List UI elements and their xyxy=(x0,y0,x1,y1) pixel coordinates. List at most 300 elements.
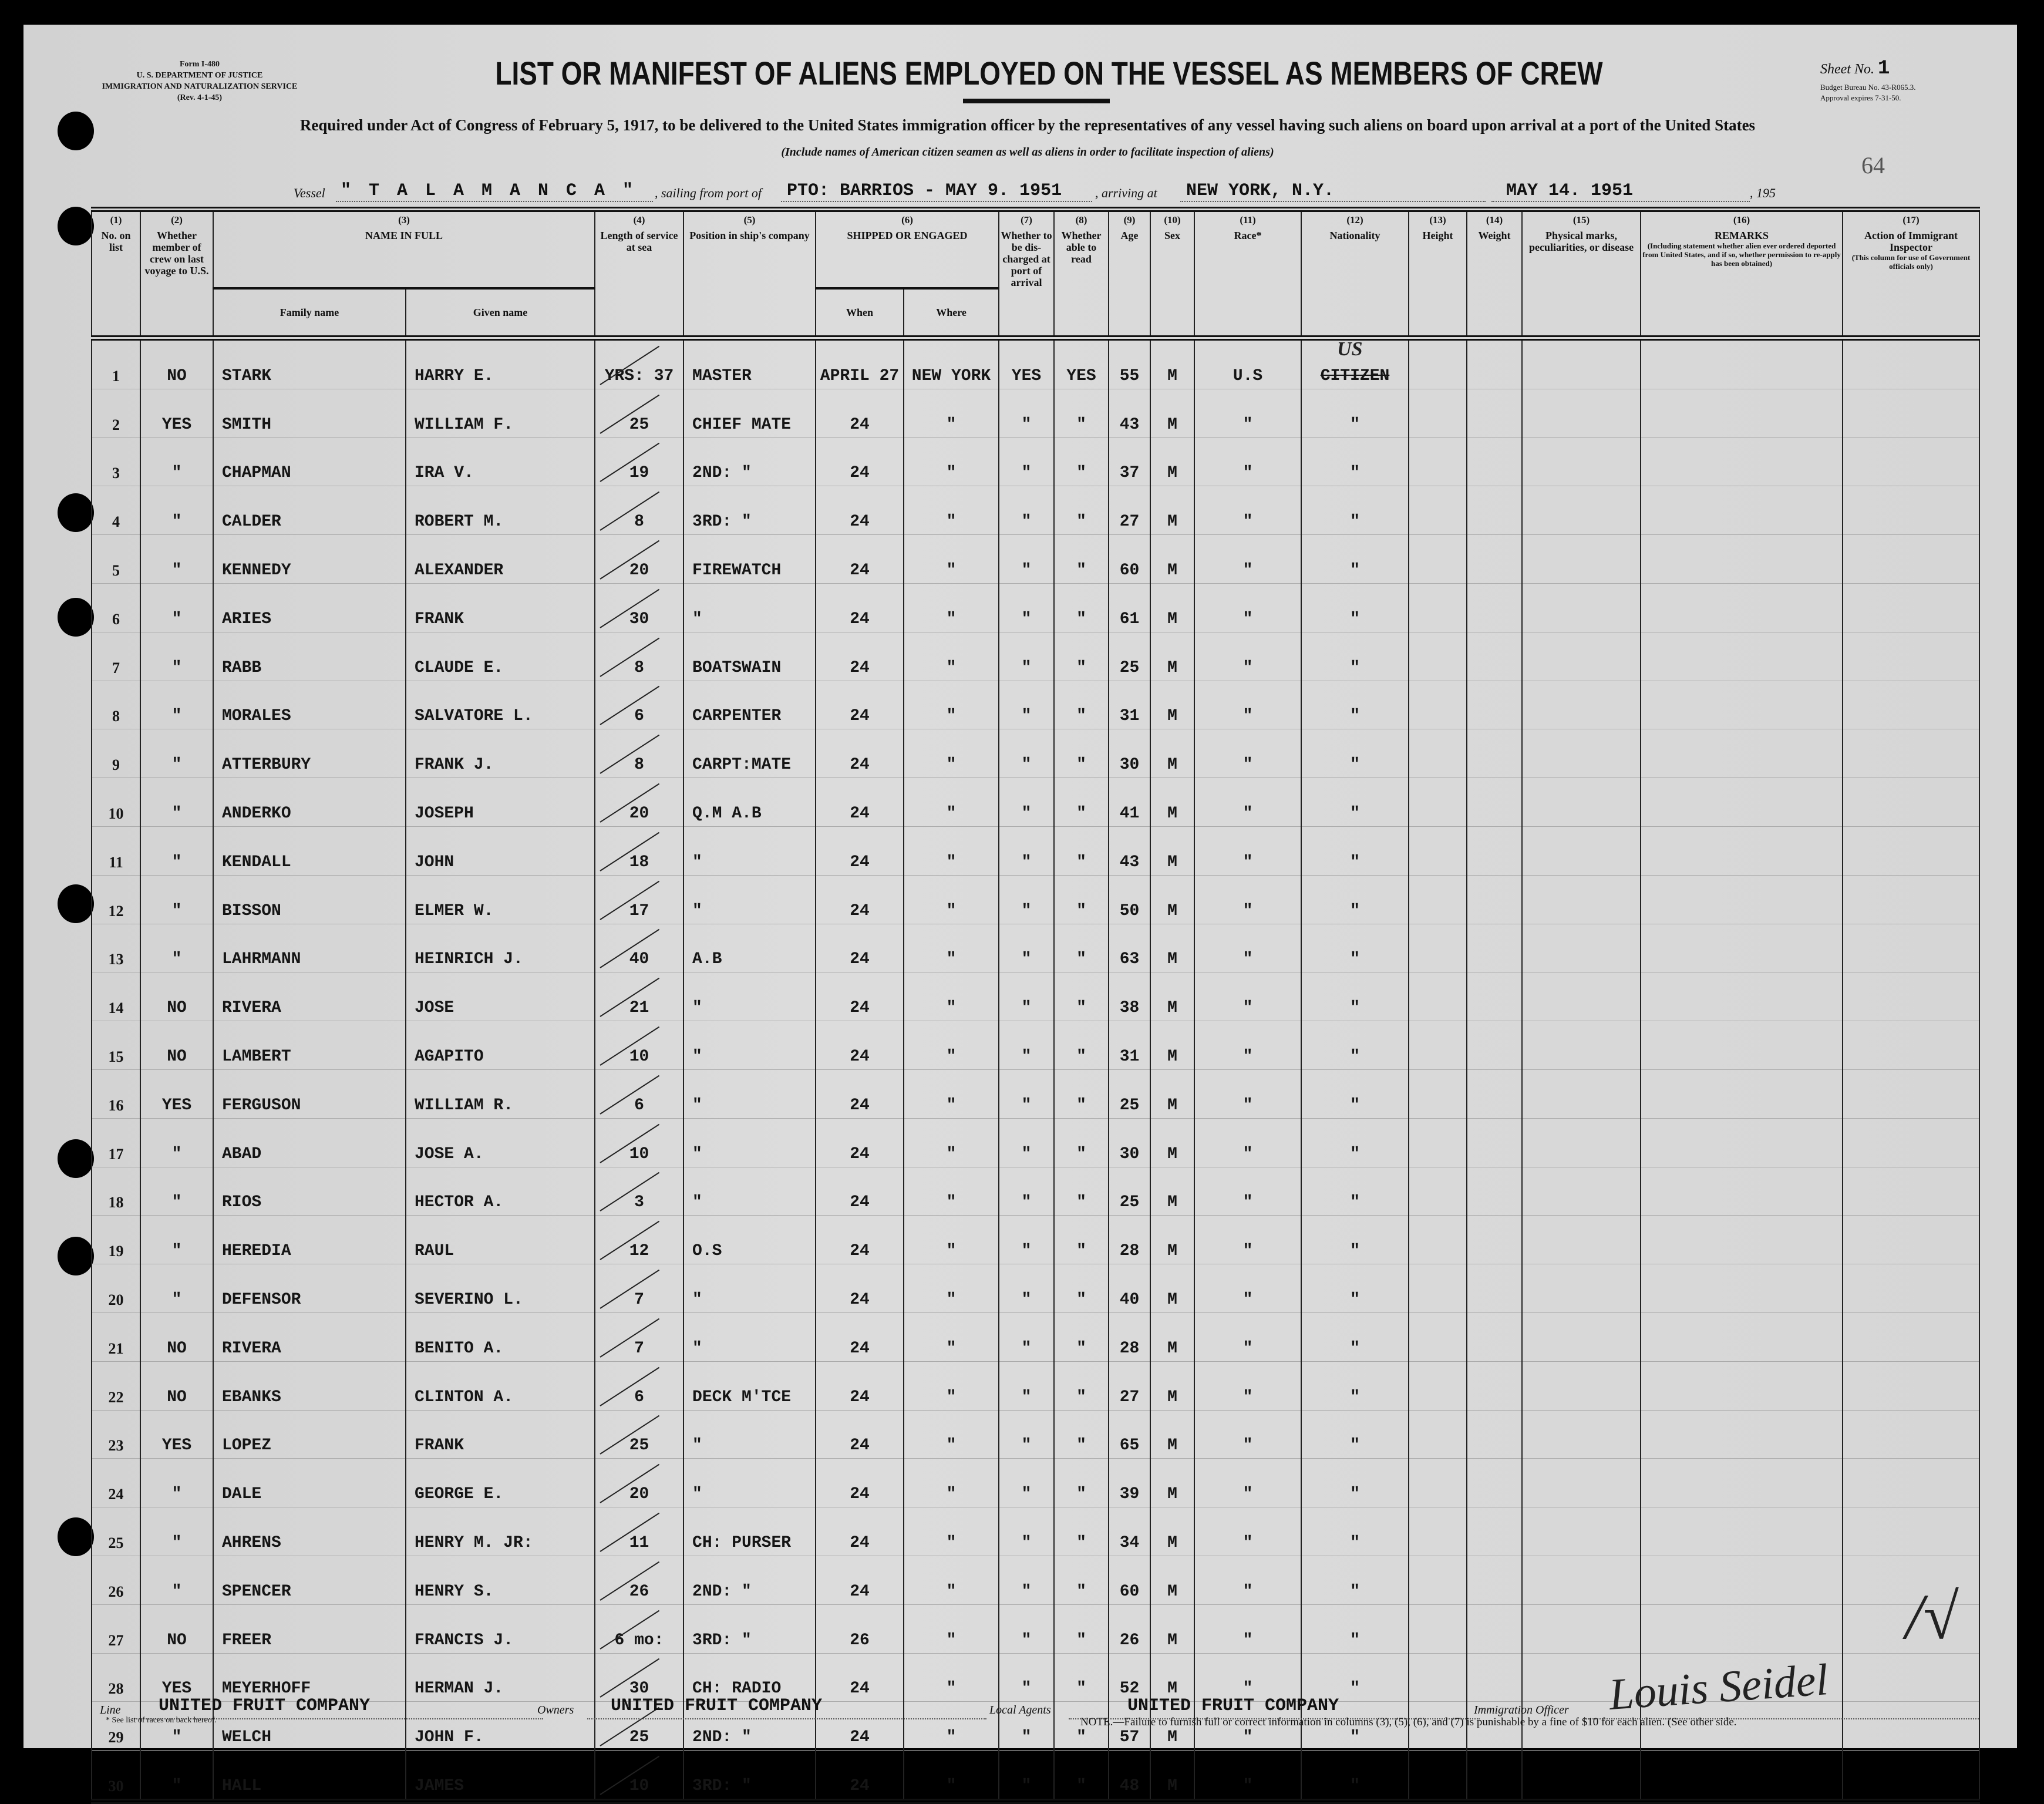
age-value: 41 xyxy=(1119,804,1140,823)
cell-nationality xyxy=(1301,486,1409,535)
no-value: 9 xyxy=(112,756,120,774)
sex-value: M xyxy=(1167,513,1177,531)
when-value: 24 xyxy=(850,707,870,726)
cell-read xyxy=(1054,924,1109,972)
when-value: 24 xyxy=(850,561,870,580)
no-value: 11 xyxy=(109,853,123,871)
cell-empty xyxy=(1843,338,1979,389)
sex-value: M xyxy=(1167,1680,1177,1698)
column-number: (17) xyxy=(1902,214,1920,226)
cell-nationality xyxy=(1301,1751,1409,1802)
given-value: ROBERT M. xyxy=(415,513,504,531)
column-number: (5) xyxy=(743,214,756,226)
cell-discharged xyxy=(999,924,1054,972)
cell-race xyxy=(1194,1069,1301,1118)
position-value: 3RD: " xyxy=(692,1631,752,1650)
cell-empty xyxy=(1522,1118,1641,1167)
cell-sex xyxy=(1150,1604,1194,1653)
where-value: " xyxy=(946,707,957,726)
when-value: 24 xyxy=(850,1339,870,1358)
column-note: (This column for use of Government officials only) xyxy=(1851,253,1971,271)
member-value: " xyxy=(171,804,182,823)
when-value: 24 xyxy=(850,513,870,531)
cell-empty xyxy=(1641,1556,1843,1604)
no-value: 15 xyxy=(108,1048,124,1065)
given-value: HENRY S. xyxy=(415,1582,494,1601)
given-value: HEINRICH J. xyxy=(415,950,523,969)
when-value: 24 xyxy=(850,1533,870,1552)
cell-empty xyxy=(1641,389,1843,437)
cell-no xyxy=(92,1361,140,1410)
cell-race xyxy=(1194,437,1301,486)
cell-given xyxy=(406,338,595,389)
age-value: 27 xyxy=(1119,513,1140,531)
cell-when xyxy=(816,535,904,584)
table-row xyxy=(92,389,1979,437)
member-value: YES xyxy=(161,1096,192,1115)
member-value: NO xyxy=(167,1339,187,1358)
no-value: 14 xyxy=(108,999,124,1017)
column-number: (9) xyxy=(1123,214,1136,226)
column-label: Race* xyxy=(1234,230,1262,241)
cell-member xyxy=(140,1556,213,1604)
given-value: HERMAN J. xyxy=(415,1680,504,1698)
position-value: CH: RADIO xyxy=(692,1680,782,1698)
position-value: CHIEF MATE xyxy=(692,415,792,434)
cell-age xyxy=(1109,1361,1150,1410)
sheet-number xyxy=(1820,58,1890,80)
age-value: 26 xyxy=(1119,1631,1140,1650)
nationality-value: " xyxy=(1350,658,1360,677)
column-number: (12) xyxy=(1346,214,1363,226)
cell-empty xyxy=(1641,338,1843,389)
cell-empty xyxy=(1467,729,1522,778)
cell-given xyxy=(406,924,595,972)
cell-length xyxy=(595,1459,683,1507)
age-value: 31 xyxy=(1119,707,1140,726)
race-value: " xyxy=(1242,950,1253,969)
table-row xyxy=(92,972,1979,1021)
cell-no xyxy=(92,535,140,584)
cell-where xyxy=(904,924,999,972)
age-value: 37 xyxy=(1119,464,1140,483)
cell-position xyxy=(683,1604,816,1653)
length-value: 7 xyxy=(634,1290,644,1309)
when-value: 26 xyxy=(850,1631,870,1650)
no-value: 8 xyxy=(112,708,120,725)
cell-empty xyxy=(1843,389,1979,437)
length-value: 11 xyxy=(629,1533,649,1552)
given-value: CLINTON A. xyxy=(415,1388,514,1406)
race-value: " xyxy=(1242,1582,1253,1601)
cell-where xyxy=(904,1167,999,1216)
check-mark-icon xyxy=(600,1075,659,1115)
cell-given xyxy=(406,1264,595,1313)
cell-nationality xyxy=(1301,1118,1409,1167)
cell-family xyxy=(213,1751,406,1802)
length-value: 12 xyxy=(629,1242,649,1261)
no-value: 4 xyxy=(112,513,120,531)
cell-race xyxy=(1194,338,1301,389)
cell-empty xyxy=(1641,778,1843,827)
read-value: " xyxy=(1076,950,1086,969)
cell-empty xyxy=(1843,1410,1979,1459)
cell-member xyxy=(140,1312,213,1361)
position-value: " xyxy=(692,1290,702,1309)
cell-nationality xyxy=(1301,1264,1409,1313)
punch-hole xyxy=(58,884,94,923)
cell-race xyxy=(1194,972,1301,1021)
length-value: 20 xyxy=(629,561,649,580)
cell-read xyxy=(1054,338,1109,389)
cell-empty xyxy=(1843,972,1979,1021)
nationality-value: " xyxy=(1350,853,1360,871)
cell-age xyxy=(1109,389,1150,437)
column-label: SHIPPED OR ENGAGED xyxy=(847,230,968,241)
cell-sex xyxy=(1150,583,1194,632)
family-value: EBANKS xyxy=(222,1388,281,1406)
column-header-13 xyxy=(1409,210,1467,338)
cell-read xyxy=(1054,826,1109,875)
cell-when xyxy=(816,1507,904,1556)
cell-member xyxy=(140,1021,213,1070)
cell-when xyxy=(816,826,904,875)
cell-read xyxy=(1054,486,1109,535)
cell-empty xyxy=(1641,1459,1843,1507)
cell-empty xyxy=(1467,1507,1522,1556)
age-value: 57 xyxy=(1119,1728,1140,1747)
no-value: 12 xyxy=(108,902,124,920)
sex-value: M xyxy=(1167,1631,1177,1650)
discharged-value: " xyxy=(1021,1290,1032,1309)
position-value: " xyxy=(692,1047,702,1066)
cell-nationality xyxy=(1301,681,1409,729)
cell-given xyxy=(406,1459,595,1507)
cell-empty xyxy=(1641,1751,1843,1802)
cell-sex xyxy=(1150,729,1194,778)
column-header-9 xyxy=(1109,210,1150,338)
column-label: Weight xyxy=(1478,230,1511,241)
cell-age xyxy=(1109,1751,1150,1802)
page-title: LIST OR MANIFEST OF ALIENS EMPLOYED ON THE VESSEL AS MEMBERS OF CREW xyxy=(495,55,1603,92)
arriving-at: NEW YORK, N.Y. xyxy=(1186,181,1335,201)
cell-empty xyxy=(1641,1021,1843,1070)
cell-age xyxy=(1109,583,1150,632)
cell-length xyxy=(595,1216,683,1264)
cell-length xyxy=(595,1118,683,1167)
family-value: KENNEDY xyxy=(222,561,291,580)
length-value: 7 xyxy=(634,1339,644,1358)
cell-no xyxy=(92,1410,140,1459)
cell-length xyxy=(595,1556,683,1604)
cell-empty xyxy=(1522,338,1641,389)
cell-read xyxy=(1054,1264,1109,1313)
given-value: CLAUDE E. xyxy=(415,658,504,677)
cell-position xyxy=(683,389,816,437)
cell-given xyxy=(406,389,595,437)
cell-member xyxy=(140,1361,213,1410)
subcolumn-header: Where xyxy=(904,288,999,338)
position-value: MASTER xyxy=(692,366,752,385)
check-mark-icon xyxy=(600,1367,659,1406)
cell-sex xyxy=(1150,1312,1194,1361)
position-value: " xyxy=(692,853,702,871)
cell-race xyxy=(1194,632,1301,681)
cell-member xyxy=(140,437,213,486)
where-value: " xyxy=(946,513,957,531)
cell-position xyxy=(683,1507,816,1556)
where-value: NEW YORK xyxy=(911,366,991,385)
budget-info xyxy=(1820,82,1915,103)
read-value: " xyxy=(1076,1242,1086,1261)
table-row xyxy=(92,486,1979,535)
read-value: " xyxy=(1076,707,1086,726)
cell-nationality xyxy=(1301,632,1409,681)
column-header-2 xyxy=(140,210,213,338)
column-number: (6) xyxy=(901,214,913,226)
cell-nationality xyxy=(1301,1604,1409,1653)
handwritten-correction: US xyxy=(1337,338,1363,360)
cell-empty xyxy=(1409,1216,1467,1264)
cell-no xyxy=(92,389,140,437)
nationality-value: " xyxy=(1350,513,1360,531)
cell-empty xyxy=(1641,1264,1843,1313)
form-number: Form I-480 xyxy=(179,60,220,69)
cell-no xyxy=(92,1751,140,1802)
cell-empty xyxy=(1641,632,1843,681)
column-header-8 xyxy=(1054,210,1109,338)
cell-member xyxy=(140,1459,213,1507)
cell-given xyxy=(406,437,595,486)
cell-discharged xyxy=(999,875,1054,924)
cell-member xyxy=(140,972,213,1021)
given-value: FRANK xyxy=(415,1436,464,1455)
position-value: " xyxy=(692,610,702,628)
nationality-value: " xyxy=(1350,1582,1360,1601)
cell-where xyxy=(904,632,999,681)
read-value: " xyxy=(1076,1728,1086,1747)
cell-sex xyxy=(1150,1118,1194,1167)
table-row xyxy=(92,1604,1979,1653)
cell-where xyxy=(904,681,999,729)
column-label: NAME IN FULL xyxy=(365,230,443,241)
cell-position xyxy=(683,681,816,729)
race-value: " xyxy=(1242,804,1253,823)
column-number: (16) xyxy=(1733,214,1750,226)
column-number: (4) xyxy=(633,214,645,226)
crew-manifest-table xyxy=(91,207,1980,1804)
length-value: YRS: 37 xyxy=(604,366,674,385)
cell-empty xyxy=(1641,486,1843,535)
cell-length xyxy=(595,1021,683,1070)
given-value: HECTOR A. xyxy=(415,1193,504,1212)
column-number: (11) xyxy=(1240,214,1256,226)
length-value: 17 xyxy=(629,901,649,920)
age-value: 52 xyxy=(1119,1680,1140,1698)
position-value: A.B xyxy=(692,950,722,969)
no-value: 29 xyxy=(108,1729,124,1746)
cell-nationality xyxy=(1301,1216,1409,1264)
cell-when xyxy=(816,389,904,437)
no-value: 17 xyxy=(108,1145,124,1163)
age-value: 25 xyxy=(1119,1096,1140,1115)
cell-empty xyxy=(1843,1312,1979,1361)
column-label: No. on list xyxy=(101,230,131,253)
cell-age xyxy=(1109,1167,1150,1216)
table-row xyxy=(92,1264,1979,1313)
subcolumn-header: Family name xyxy=(213,288,406,338)
nationality-value: " xyxy=(1350,1096,1360,1115)
column-number: (3) xyxy=(398,214,410,226)
cell-empty xyxy=(1522,1751,1641,1802)
sex-value: M xyxy=(1167,1776,1177,1795)
cell-family xyxy=(213,437,406,486)
table-row xyxy=(92,1167,1979,1216)
cell-where xyxy=(904,1312,999,1361)
cell-empty xyxy=(1522,535,1641,584)
member-value: " xyxy=(171,658,182,677)
cell-sex xyxy=(1150,826,1194,875)
cell-no xyxy=(92,1216,140,1264)
cell-read xyxy=(1054,632,1109,681)
length-value: 21 xyxy=(629,999,649,1018)
cell-family xyxy=(213,1507,406,1556)
position-value: Q.M A.B xyxy=(692,804,762,823)
nationality-value: " xyxy=(1350,464,1360,483)
cell-empty xyxy=(1467,437,1522,486)
table-row xyxy=(92,924,1979,972)
cell-no xyxy=(92,486,140,535)
age-value: 61 xyxy=(1119,610,1140,628)
nationality-value: " xyxy=(1350,1728,1360,1747)
sex-value: M xyxy=(1167,1339,1177,1358)
sex-value: M xyxy=(1167,999,1177,1018)
arriving-label: , arriving at xyxy=(1095,186,1157,200)
discharged-value: " xyxy=(1021,1096,1032,1115)
race-value: " xyxy=(1242,901,1253,920)
discharged-value: " xyxy=(1021,1339,1032,1358)
cell-discharged xyxy=(999,1118,1054,1167)
position-value: " xyxy=(692,1145,702,1163)
cell-family xyxy=(213,924,406,972)
when-value: 24 xyxy=(850,804,870,823)
cell-read xyxy=(1054,1751,1109,1802)
nationality-value: " xyxy=(1350,950,1360,969)
sailing-from: PTO: BARRIOS - MAY 9. 1951 xyxy=(787,181,1062,201)
cell-sex xyxy=(1150,1069,1194,1118)
nationality-value: " xyxy=(1350,756,1360,775)
cell-length xyxy=(595,972,683,1021)
when-value: 24 xyxy=(850,1145,870,1163)
discharged-value: " xyxy=(1021,756,1032,775)
position-value: CH: PURSER xyxy=(692,1533,792,1552)
cell-empty xyxy=(1467,1167,1522,1216)
cell-empty xyxy=(1641,729,1843,778)
cell-where xyxy=(904,1118,999,1167)
race-value: " xyxy=(1242,1242,1253,1261)
cell-member xyxy=(140,1264,213,1313)
member-value: " xyxy=(171,1242,182,1261)
read-value: " xyxy=(1076,415,1086,434)
no-value: 25 xyxy=(108,1534,124,1551)
when-value: APRIL 27 xyxy=(820,366,900,385)
cell-empty xyxy=(1843,729,1979,778)
age-value: 43 xyxy=(1119,415,1140,434)
cell-length xyxy=(595,1361,683,1410)
cell-age xyxy=(1109,875,1150,924)
cell-sex xyxy=(1150,632,1194,681)
cell-empty xyxy=(1409,972,1467,1021)
race-value: " xyxy=(1242,1680,1253,1698)
column-header-7 xyxy=(999,210,1054,338)
cell-age xyxy=(1109,535,1150,584)
punch-hole xyxy=(58,598,94,637)
cell-empty xyxy=(1843,681,1979,729)
when-value: 24 xyxy=(850,950,870,969)
nationality-value: " xyxy=(1350,415,1360,434)
cell-position xyxy=(683,535,816,584)
cell-family xyxy=(213,583,406,632)
cell-member xyxy=(140,1751,213,1802)
cell-empty xyxy=(1843,1069,1979,1118)
position-value: DECK M'TCE xyxy=(692,1388,792,1406)
age-value: 60 xyxy=(1119,561,1140,580)
family-value: ARIES xyxy=(222,610,272,628)
sheet-value: 1 xyxy=(1877,58,1890,80)
read-value: " xyxy=(1076,853,1086,871)
cell-member xyxy=(140,389,213,437)
read-value: " xyxy=(1076,658,1086,677)
cell-where xyxy=(904,826,999,875)
read-value: " xyxy=(1076,1193,1086,1212)
race-value: " xyxy=(1242,561,1253,580)
length-value: 20 xyxy=(629,804,649,823)
cell-position xyxy=(683,1312,816,1361)
cell-nationality xyxy=(1301,826,1409,875)
column-label: Height xyxy=(1422,230,1453,241)
cell-empty xyxy=(1409,875,1467,924)
cell-family xyxy=(213,338,406,389)
cell-empty xyxy=(1467,1069,1522,1118)
cell-empty xyxy=(1641,1410,1843,1459)
cell-where xyxy=(904,1410,999,1459)
where-value: " xyxy=(946,1680,957,1698)
cell-length xyxy=(595,1312,683,1361)
race-value: " xyxy=(1242,1631,1253,1650)
cell-given xyxy=(406,583,595,632)
discharged-value: " xyxy=(1021,707,1032,726)
cell-when xyxy=(816,1361,904,1410)
cell-sex xyxy=(1150,972,1194,1021)
cell-empty xyxy=(1467,1312,1522,1361)
cell-empty xyxy=(1409,1361,1467,1410)
table-row xyxy=(92,632,1979,681)
cell-no xyxy=(92,632,140,681)
when-value: 24 xyxy=(850,1193,870,1212)
member-value: YES xyxy=(161,1436,192,1455)
cell-empty xyxy=(1522,1069,1641,1118)
cell-discharged xyxy=(999,1167,1054,1216)
cell-empty xyxy=(1409,437,1467,486)
cell-empty xyxy=(1467,1556,1522,1604)
cell-empty xyxy=(1522,1459,1641,1507)
cell-family xyxy=(213,1459,406,1507)
cell-empty xyxy=(1843,1361,1979,1410)
cell-no xyxy=(92,875,140,924)
age-value: 60 xyxy=(1119,1582,1140,1601)
table-row xyxy=(92,1556,1979,1604)
subcolumn-header: Given name xyxy=(406,288,595,338)
